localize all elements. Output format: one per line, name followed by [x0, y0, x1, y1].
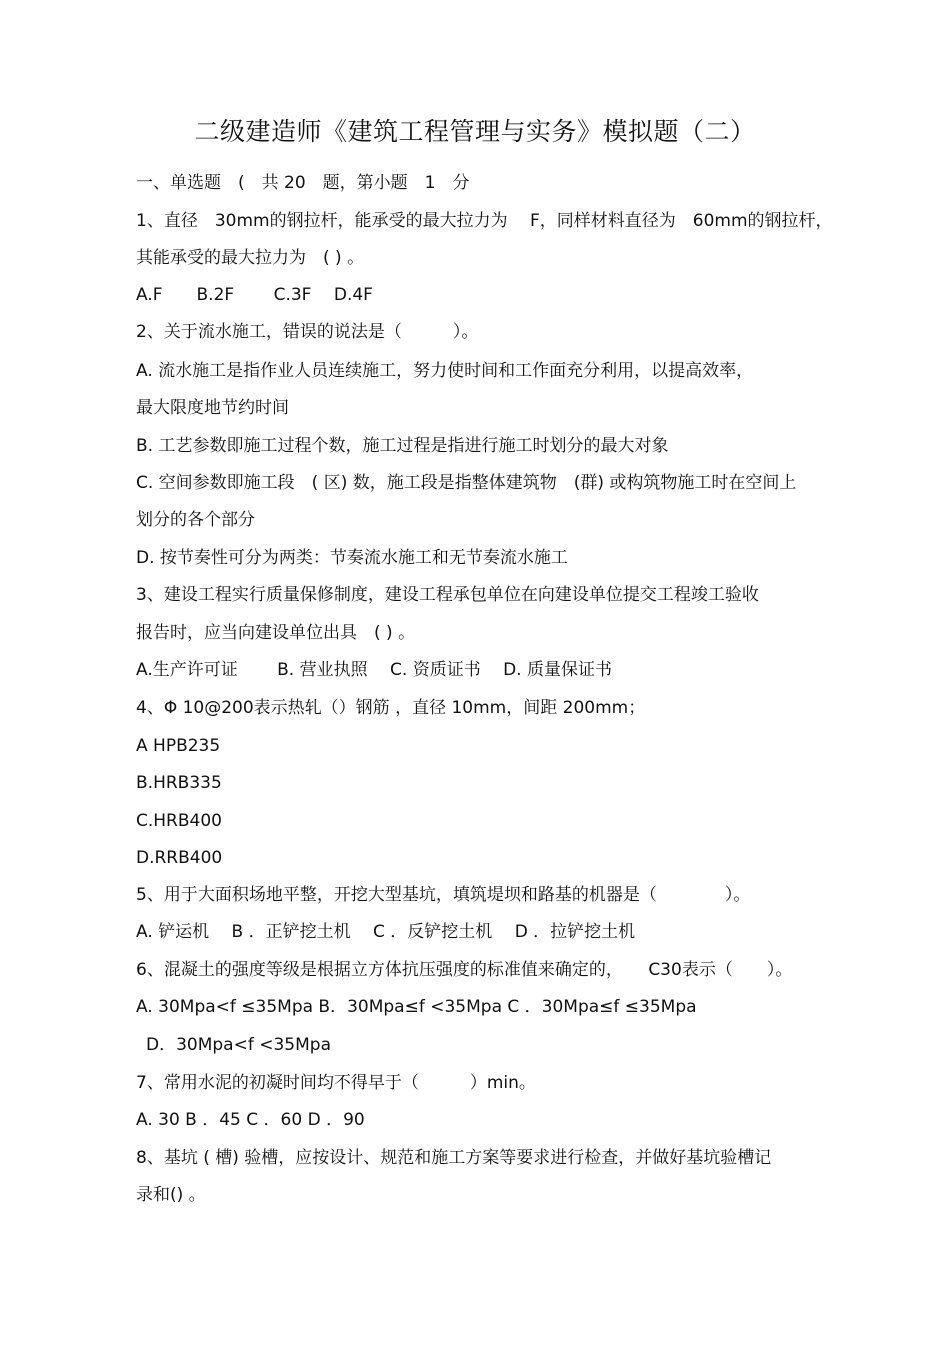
question-8-line-2: 录和() 。 [136, 1185, 206, 1205]
question-2-option-a-line-1: A. 流水施工是指作业人员连续施工，努力使时间和工作面充分利用，以提高效率， [136, 361, 754, 381]
page-title: 二级建造师《建筑工程管理与实务》模拟题（二） [194, 117, 756, 146]
question-2-option-a-line-2: 最大限度地节约时间 [136, 398, 289, 418]
question-1-line-2: 其能承受的最大拉力为 ( ) 。 [136, 248, 365, 268]
question-1-line-1: 1、直径 30mm的钢拉杆，能承受的最大拉力为 F，同样材料直径为 60mm的钢拉杆， [136, 211, 833, 231]
question-2-option-c-line-2: 划分的各个部分 [136, 510, 255, 530]
question-6-stem: 6、混凝土的强度等级是根据立方体抗压强度的标准值来确定的， C30表示（ ）。 [136, 960, 793, 980]
question-7-stem: 7、常用水泥的初凝时间均不得早于（ ）min。 [136, 1073, 536, 1093]
question-6-option-d: D．30Mpa<f <35Mpa [146, 1035, 331, 1055]
question-5-options: A. 铲运机 B ．正铲挖土机 C ．反铲挖土机 D ．拉铲挖土机 [136, 922, 636, 942]
question-7-options: A. 30 B ．45 C ．60 D ．90 [136, 1110, 365, 1130]
question-2-option-d: D. 按节奏性可分为两类：节奏流水施工和无节奏流水施工 [136, 548, 568, 568]
question-3-line-1: 3、建设工程实行质量保修制度，建设工程承包单位在向建设单位提交工程竣工验收 [136, 585, 759, 605]
question-4-option-c: C.HRB400 [136, 811, 222, 831]
question-1-options: A.F B.2F C.3F D.4F [136, 285, 373, 305]
question-2-stem: 2、关于流水施工，错误的说法是（ ）。 [136, 322, 479, 342]
question-2-option-b: B. 工艺参数即施工过程个数，施工过程是指进行施工时划分的最大对象 [136, 436, 669, 456]
question-4-option-d: D.RRB400 [136, 848, 223, 868]
question-4-option-a: A HPB235 [136, 736, 221, 756]
question-3-options: A.生产许可证 B. 营业执照 C. 资质证书 D. 质量保证书 [136, 660, 612, 680]
question-4-stem: 4、Φ 10@200表示热轧（）钢筋 ，直径 10mm，间距 200mm； [136, 698, 646, 718]
section-heading: 一、单选题 ( 共 20 题，第小题 1 分 [136, 173, 470, 193]
question-8-line-1: 8、基坑 ( 槽) 验槽，应按设计、规范和施工方案等要求进行检查，并做好基坑验槽记 [136, 1148, 772, 1168]
question-2-option-c-line-1: C. 空间参数即施工段 ( 区) 数，施工段是指整体建筑物 (群) 或构筑物施工时在空间上 [136, 473, 797, 493]
question-5-stem: 5、用于大面积场地平整，开挖大型基坑，填筑堤坝和路基的机器是（ ）。 [136, 885, 751, 905]
question-4-option-b: B.HRB335 [136, 773, 222, 793]
question-6-options-abc: A. 30Mpa<f ≤35Mpa B．30Mpa≤f <35Mpa C ．30Mpa≤f ≤35Mpa [136, 997, 697, 1017]
question-3-line-2: 报告时，应当向建设单位出具 ( ) 。 [136, 623, 416, 643]
